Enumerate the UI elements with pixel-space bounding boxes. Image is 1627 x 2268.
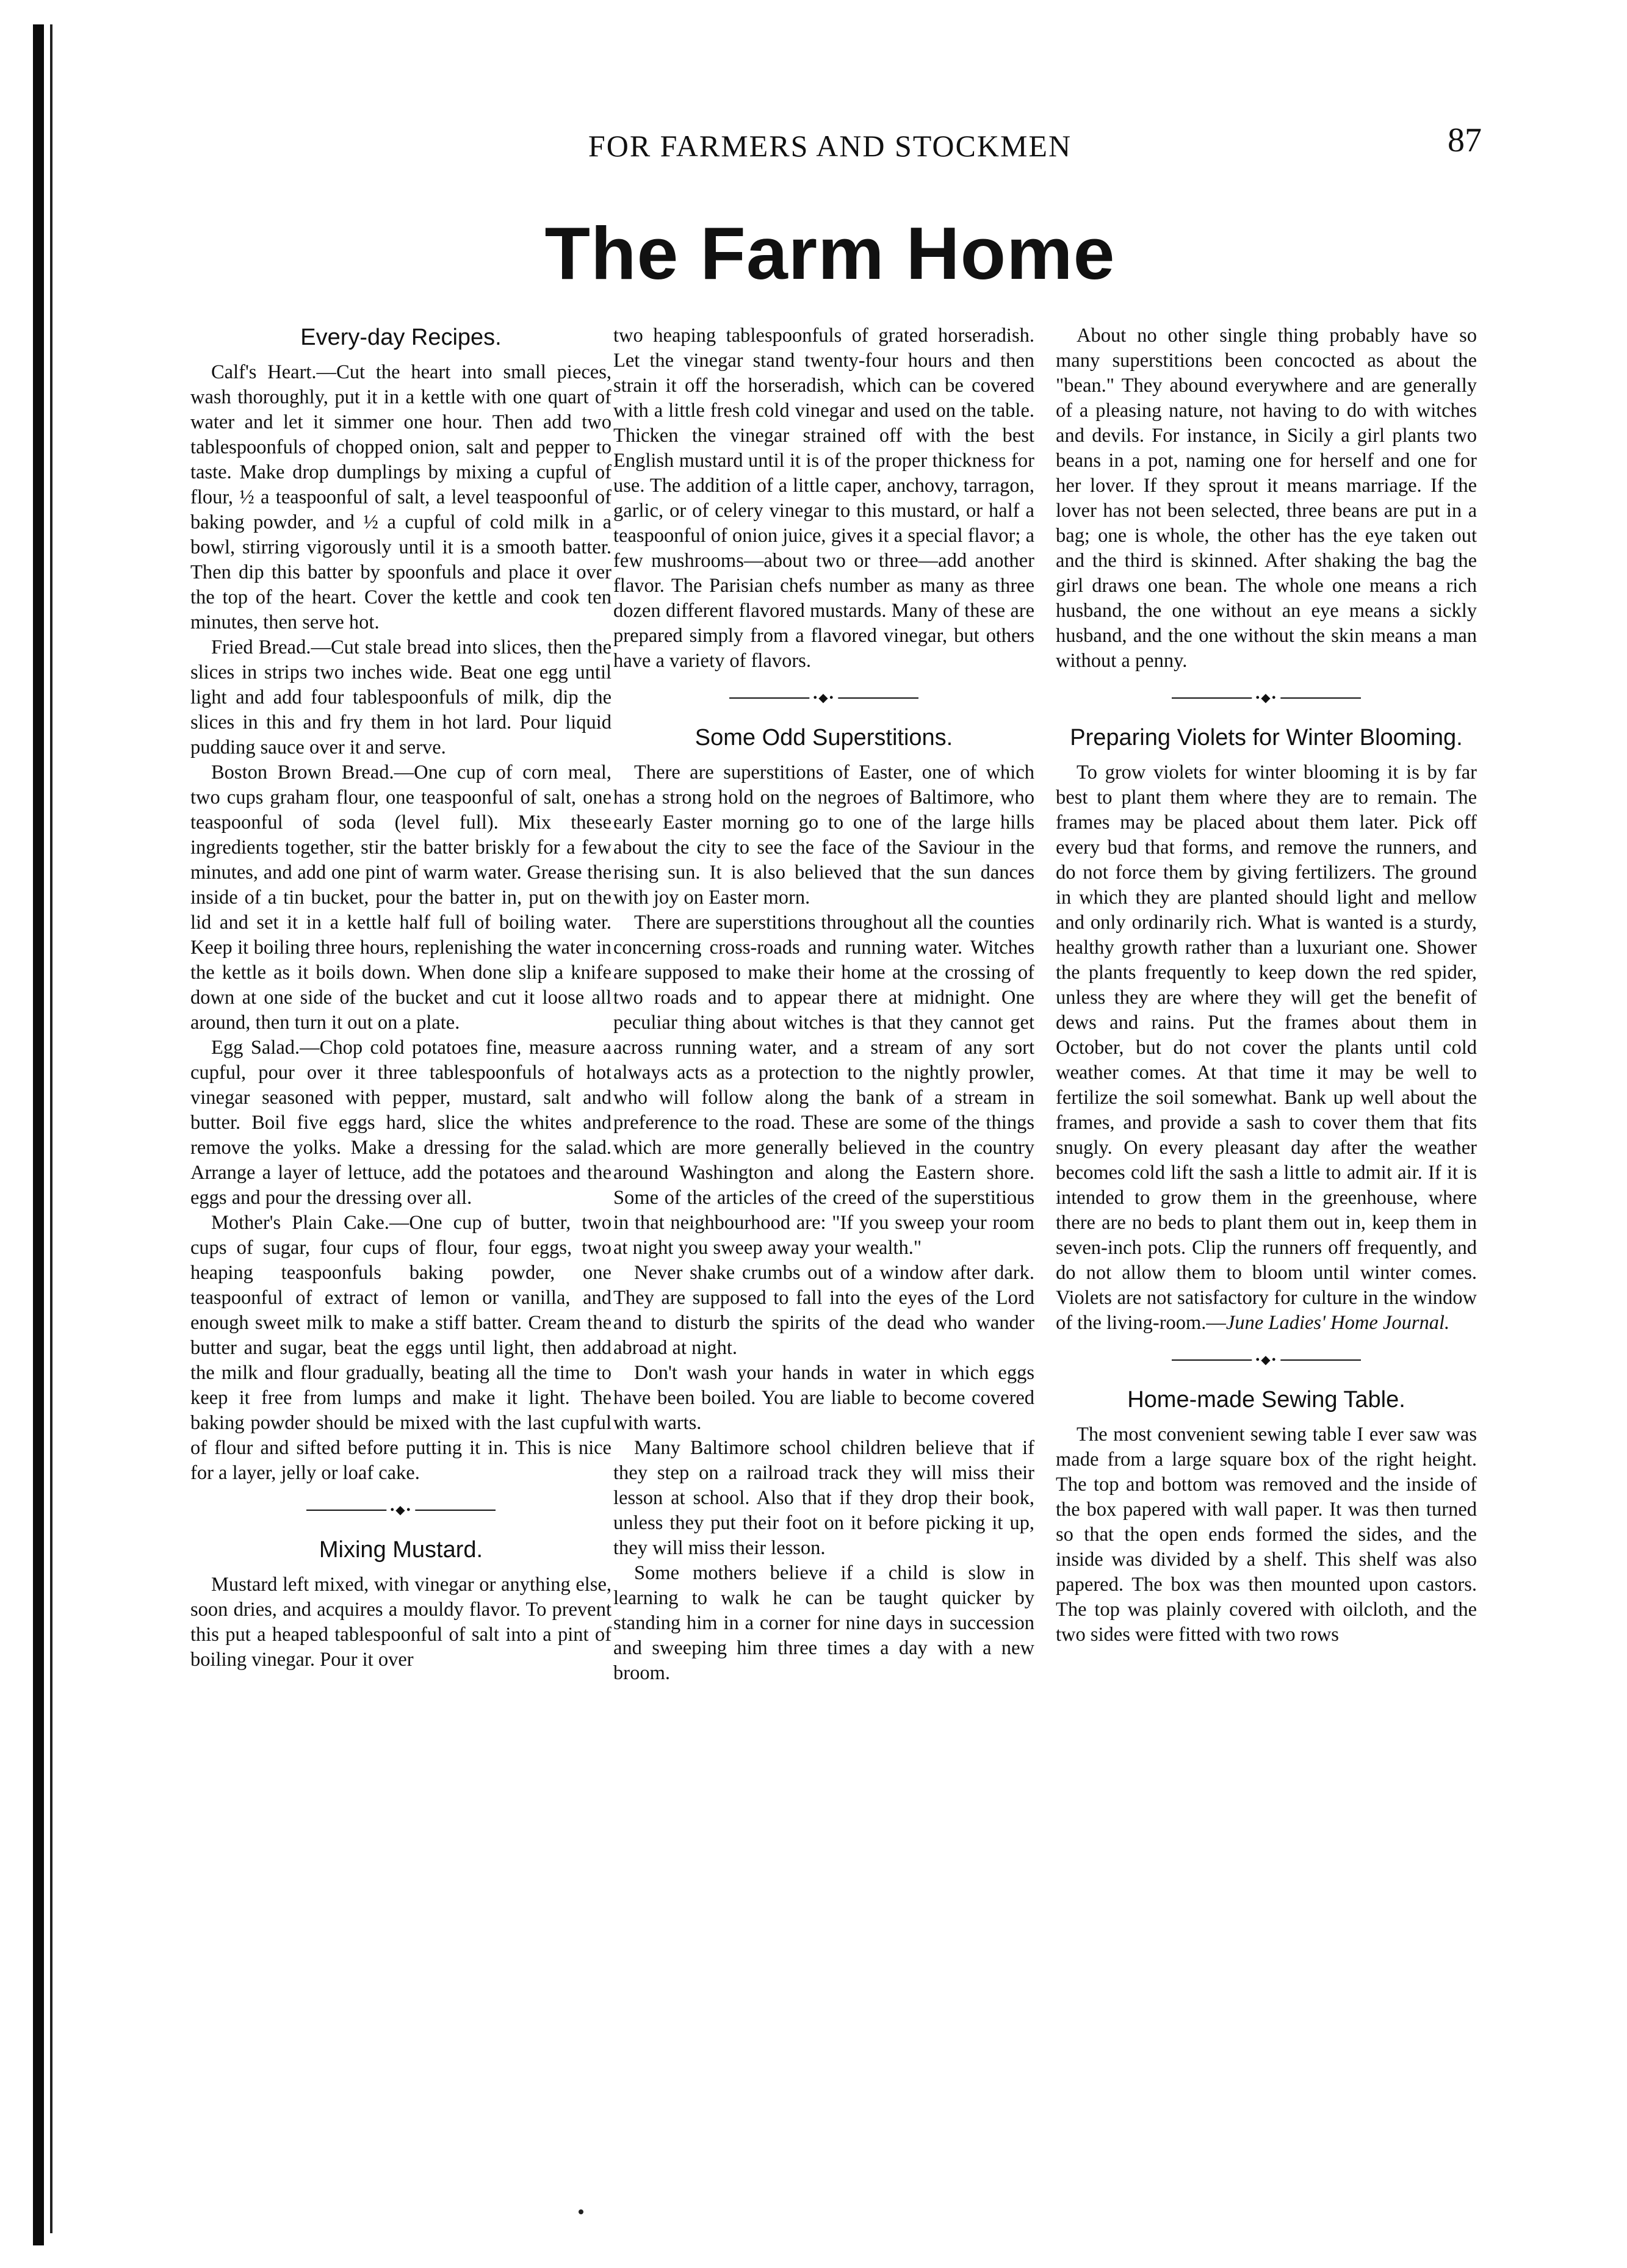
paragraph: Mustard left mixed, with vinegar or anything else, soon dries, and acquires a mouldy flavor. To prevent this put a heaped tablespoonful of salt into a pint of boiling vinegar. Pour it over (190, 1574, 611, 1671)
paragraph: Some mothers believe if a child is slow in learning to walk he can be taught quicker by standing him in a corner for nine days in succession and sweeping him three times a day with a new broom. (613, 1562, 1034, 1684)
paragraph: Don't wash your hands in water in which eggs have been boiled. You are liable to become covered with warts. (613, 1362, 1034, 1434)
section-divider (729, 691, 918, 705)
divider-ornament: •◆• (1252, 692, 1280, 704)
section-heading-sewing-table: Home-made Sewing Table. (1127, 1387, 1405, 1413)
section-heading-violets: Preparing Violets for Winter Blooming. (1070, 725, 1463, 751)
divider-ornament: •◆• (1252, 1354, 1280, 1366)
source-credit: June Ladies' Home Journal. (1225, 1312, 1450, 1334)
section-heading-superstitions: Some Odd Superstitions. (694, 725, 953, 751)
section-heading-mustard: Mixing Mustard. (319, 1537, 483, 1563)
paragraph: There are superstitions throughout all the counties concerning cross-roads and running water. Witches are supposed to make their home at the crossing of two roads and to appear there at midnight. One peculiar thing about witches is that they cannot get across running water, and a stream of any sort always acts as a protection to the nightly prowler, who will follow along the bank of a stream in preference to the road. These are some of the things which are more generally believed in the country around Washington and along the Eastern shore. Some of the articles of the creed of the superstitious in that neighbourhood are: "If you sweep your room at night you sweep away your wealth." (613, 912, 1034, 1259)
column-3 (1056, 323, 1477, 2184)
binding-edge (33, 24, 44, 2245)
page-number: 87 (1448, 121, 1482, 159)
running-head: FOR FARMERS AND STOCKMEN (588, 129, 1072, 163)
paragraph (1056, 760, 1477, 1336)
paragraph-continued: two heaping tablespoonfuls of grated horseradish. Let the vinegar stand twenty-four hours and then strain it off the horseradish, which can be covered with a little fresh cold vinegar and used on the table. Thicken the vinegar strained off with the best English mustard until it is of the proper thickness for use. The addition of a little caper, anchovy, tarragon, garlic, or of celery vinegar to this mustard, or half a teaspoonful of onion juice, gives it a special flavor; a few mushrooms—about two or three—add another flavor. The Parisian chefs number as many as three dozen different flavored mustards. Many of these are prepared simply from a flavored vinegar, but others have a variety of flavors. (613, 325, 1034, 672)
page-title: The Farm Home (544, 212, 1116, 295)
binding-edge-line (50, 24, 52, 2233)
section-divider (306, 1503, 496, 1517)
column-1 (190, 323, 611, 2184)
divider-ornament: •◆• (386, 1504, 415, 1516)
section-heading-recipes: Every-day Recipes. (300, 325, 502, 350)
paragraph: Calf's Heart.—Cut the heart into small pieces, wash thoroughly, put it in a kettle with one quart of water and let it simmer one hour. Then add two tablespoonfuls of chopped onion, salt and pepper to taste. Make drop dumplings by mixing a cupful of flour, ½ a teaspoonful of salt, a level teaspoonful of baking powder, and ½ a cupful of cold milk in a bowl, stirring vigorously until it is a smooth batter. Then dip this batter by spoonfuls and place it over the top of the heart. Cover the kettle and cook ten minutes, then serve hot. (190, 361, 611, 633)
paragraph: Egg Salad.—Chop cold potatoes fine, measure a cupful, pour over it three tablespoonfuls of hot vinegar seasoned with pepper, mustard, salt and butter. Boil five eggs hard, slice the whites and remove the yolks. Make a dressing for the salad. Arrange a layer of lettuce, add the potatoes and the eggs and pour the dressing over all. (190, 1037, 611, 1209)
paragraph: Fried Bread.—Cut stale bread into slices, then the slices in strips two inches wide. Beat one egg until light and add four tablespoonfuls of milk, dip the slices in this and fry them in hot lard. Pour liquid pudding sauce over it and serve. (190, 636, 611, 758)
paragraph-text: To grow violets for winter blooming it is by far best to plant them where they are to remain. The frames may be placed about them later. Pick off every bud that forms, and remove the runners, and do not force them by giving fertilizers. The ground in which they are planted should light and mellow and only ordinarily rich. What is wanted is a sturdy, healthy growth rather than a luxuriant one. Shower the plants frequently to keep down the red spider, unless they are where they will get the benefit of dews and rains. Put the frames about them in October, but do not cover the plants until cold weather comes. At that time it may be well to fertilize the soil somewhat. Bank up well about the frames, and provide a sash to cover them that fits snugly. On every pleasant day after the weather becomes cold lift the sash a little to admit air. If it is intended to grow them in the greenhouse, where there are no beds to plant them out in, keep them in seven-inch pots. Clip the runners off frequently, and do not allow them to bloom until winter comes. Violets are not satisfactory for culture in the window of the living-room.— (1056, 761, 1477, 1334)
paragraph: Boston Brown Bread.—One cup of corn meal, two cups graham flour, one teaspoonful of salt, one teaspoonful of soda (level full). Mix these ingredients together, stir the batter briskly for a few minutes, and add one pint of warm water. Grease the inside of a tin bucket, pour the batter in, put on the lid and set it in a kettle half full of boiling water. Keep it boiling three hours, replenishing the water in the kettle as it boils down. When done slip a knife down at one side of the bucket and cut it loose all around, then turn it out on a plate. (190, 761, 611, 1034)
paragraph: There are superstitions of Easter, one of which has a strong hold on the negroes of Baltimore, who early Easter morning go to one of the large hills about the city to see the face of the Saviour in the rising sun. It is also believed that the sun dances with joy on Easter morn. (613, 761, 1034, 909)
divider-ornament: •◆• (809, 692, 838, 704)
paragraph: The most convenient sewing table I ever saw was made from a large square box of the right height. The top and bottom was removed and the inside of the box papered with wall paper. It was then turned so that the open ends formed the sides, and the inside was divided by a shelf. This shelf was also papered. The box was then mounted upon castors. The top was plainly covered with oilcloth, and the two sides were fitted with two rows (1056, 1424, 1477, 1646)
paragraph: About no other single thing probably have so many superstitions been concocted as about the "bean." They abound everywhere and are generally of a pleasing nature, not having to do with witches and devils. For instance, in Sicily a girl plants two beans in a pot, naming one for herself and one for her lover. If they sprout it means marriage. If the lover has not been selected, three beans are put in a bag; one is whole, the other has the eye taken out and the third is skinned. After shaking the bag the girl draws one bean. The whole one means a rich husband, the one without an eye means a sickly husband, and the one without the skin means a man without a penny. (1056, 325, 1477, 672)
section-divider (1172, 1353, 1361, 1367)
paragraph: Mother's Plain Cake.—One cup of butter, two cups of sugar, four cups of flour, four eggs, two heaping teaspoonfuls baking powder, one teaspoonful of extract of lemon or vanilla, and enough sweet milk to make a stiff batter. Cream the butter and sugar, beat the eggs until light, then add the milk and flour gradually, beating all the time to keep it free from lumps and make it light. The baking powder should be mixed with the last cupful of flour and sifted before putting it in. This is nice for a layer, jelly or loaf cake. (190, 1212, 611, 1484)
paragraph: Never shake crumbs out of a window after dark. They are supposed to fall into the eyes of the Lord and to disturb the spirits of the dead who wander abroad at night. (613, 1262, 1034, 1359)
paragraph: Many Baltimore school children believe that if they step on a railroad track they will miss their lesson at school. Also that if they drop their book, unless they put their foot on it before picking it up, they will miss their lesson. (613, 1437, 1034, 1559)
column-2 (613, 323, 1034, 2184)
stray-mark (579, 2209, 583, 2214)
section-divider (1172, 691, 1361, 705)
